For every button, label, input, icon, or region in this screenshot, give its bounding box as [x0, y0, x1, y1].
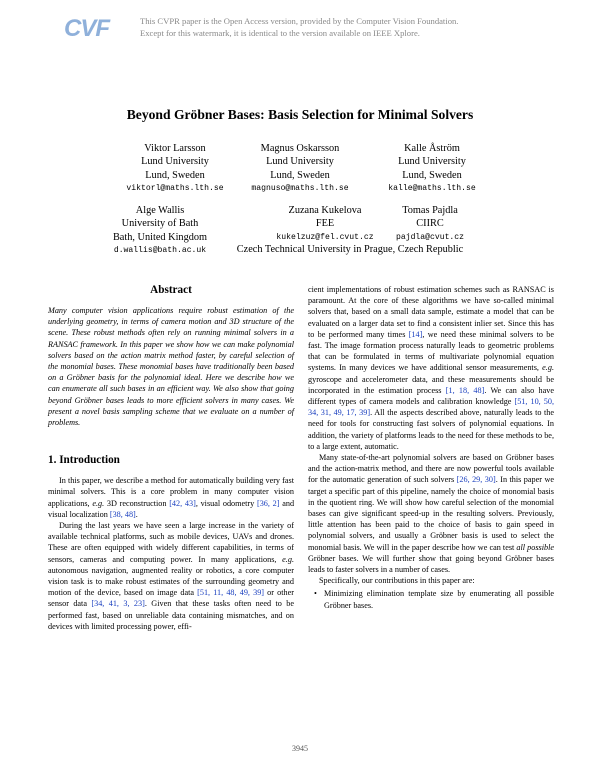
watermark-text	[140, 15, 560, 39]
abstract-heading: Abstract	[150, 284, 192, 296]
right-column	[308, 284, 554, 611]
body-text: . In this paper we target a specific part of this pipeline, namely the choice of monomial basis in the quotient ring. We will show how careful selection of the monomial bases can give significant speed-up in the resulting solvers. Previously, little attention has been paid to the choice of basis to gain speed in polynomial solvers, and usually a Gröbner basis is used to select the monomial basis. We will in the paper describe how we can test	[308, 475, 554, 552]
abstract-text: Many computer vision applications require robust estimation of the underlying geometry, in terms of camera motion and 3D structure of the scene. These robust methods often rely on running minimal solvers in a RANSAC framework. In this paper we show how we can make polynomial solvers based on the action matrix method faster, by careful selection of the monomial bases. These monomial bases have traditionally been based on a Gröbner basis for the polynomial ideal. Here we describe how we can enumerate all such bases in an efficient way. We also show that going beyond Gröbner bases leads to more efficient solvers in many cases. We present a novel basis sampling scheme that we evaluate on a number of problems.	[48, 306, 294, 428]
contribution-bullet	[308, 588, 554, 610]
author-name: Kalle Åström	[404, 143, 460, 154]
body-text: or other sensor data	[48, 588, 294, 609]
body-text: During the last years we have seen a large increase in the variety of available technical platforms, such as mobile devices, UAVs and drones. These are often equipped with widely different capabilities, in terms of sensors, cameras and computing power. In many applications,	[48, 521, 294, 564]
citation-link[interactable]: [51, 10, 50, 34, 31, 49, 17, 39]	[308, 397, 554, 418]
intro-paragraph-1	[48, 475, 294, 520]
citation-link[interactable]: [34, 41, 3, 23]	[91, 599, 145, 609]
body-text: . We can also have different types of camera models and calibration knowledge	[308, 385, 554, 407]
page-number: 3945	[292, 744, 308, 753]
citation-link[interactable]: [14]	[408, 329, 423, 339]
body-text: In this paper, we describe a method for automatically building very fast minimal solvers. This is a core problem in many computer vision applications,	[48, 476, 294, 508]
author-name: Viktor Larsson	[144, 143, 206, 154]
author-astrom	[367, 142, 497, 196]
body-text: Many state-of-the-art polynomial solvers are based on Gröbner bases and the action-matrix method, and there are now powerful tools available for the automatic generation of such solvers	[308, 453, 554, 485]
body-text: and visual localization	[48, 498, 295, 519]
author-oskarsson	[235, 142, 365, 196]
citation-link[interactable]: [42, 43]	[169, 498, 196, 508]
author-email[interactable]: magnuso@maths.lth.se	[251, 184, 349, 194]
body-text: 3D reconstruction	[104, 498, 170, 508]
citation-link[interactable]: [51, 11, 48, 49, 39]	[197, 588, 265, 598]
intro-heading: 1. Introduction	[48, 454, 120, 467]
author-kukelova	[260, 204, 390, 244]
author-name: Alge Wallis	[135, 205, 185, 216]
citation-link[interactable]: [1, 18, 48]	[445, 385, 485, 395]
watermark-line-1: This CVPR paper is the Open Access version, provided by the Computer Vision Foundation.	[140, 16, 459, 26]
intro-paragraph-2	[48, 520, 294, 632]
author-location: Lund, Sweden	[402, 169, 462, 181]
bullet-icon: •	[314, 589, 317, 599]
author-affiliation: CIIRC	[416, 218, 444, 230]
body-text: autonomous navigation, augmented reality or robotics, a core computer vision task is to make robust estimates of the surrounding geometry and motion of the device, based on image data	[48, 565, 294, 598]
right-paragraph-2	[308, 452, 554, 575]
author-email[interactable]: kalle@maths.lth.se	[388, 184, 476, 194]
body-text: Gröbner bases. We will further show that going beyond Gröbner bases leads to faster solvers in a number of cases.	[308, 553, 554, 575]
emphasis-text: e.g.	[542, 363, 554, 373]
author-location: Lund, Sweden	[145, 169, 205, 181]
body-text: , we need these minimal solvers to be fast. The image formation process naturally leads to geometric problems that can be formulated in terms of multivariate polynomial equation systems. In many devices we have additional sensor measurements,	[308, 329, 555, 373]
author-pajdla	[375, 204, 485, 244]
author-name: Magnus Oskarsson	[260, 143, 340, 154]
author-affiliation: Lund University	[398, 156, 466, 168]
body-text: . Given that these tasks often need to be performed fast, based on unreliable data containing mismatches, and on devices with limited processing power, effi-	[48, 599, 294, 631]
body-text: , visual odometry	[195, 498, 257, 508]
emphasis-text: e.g.	[282, 554, 294, 564]
watermark-line-2: Except for this watermark, it is identical to the version available on IEEE Xplore.	[140, 28, 420, 38]
contributions-intro: Specifically, our contributions in this paper are:	[319, 576, 475, 586]
body-text: . All the aspects described above, naturally leads to the need for tools for constructing fast solvers of polynomial equations. In addition, the variety of platforms leads to the need for these methods to be, to a large extent, automatic.	[308, 408, 554, 451]
body-text: gyroscope and accelerometer data, and these measurements should be incorporated in the estimation process	[308, 374, 554, 395]
contribution-text: Minimizing elimination template size by enumerating all possible Gröbner bases.	[324, 589, 554, 610]
body-text: .	[135, 509, 138, 519]
paper-title: Beyond Gröbner Bases: Basis Selection for Minimal Solvers	[126, 107, 474, 122]
citation-link[interactable]: [38, 48]	[109, 509, 136, 519]
author-affiliation: University of Bath	[121, 218, 199, 230]
author-location: Lund, Sweden	[270, 169, 330, 181]
citation-link[interactable]: [36, 2]	[256, 498, 280, 508]
cvf-logo: CVF	[64, 15, 109, 42]
emphasis-text: e.g.	[92, 498, 105, 508]
author-affiliation: FEE	[315, 218, 335, 230]
author-name: Tomas Pajdla	[402, 205, 458, 216]
left-column	[48, 284, 294, 632]
author-name: Zuzana Kukelova	[288, 205, 362, 216]
body-text: cient implementations of robust estimation schemes such as RANSAC is paramount. At the core of these algorithms we have so-called minimal solvers that, based on a small data sample, estimate a model that can be evaluated on a larger data set to find a consistent inlier set. Since this has to be performed many times	[308, 285, 554, 339]
author-email[interactable]: d.wallis@bath.ac.uk	[113, 246, 207, 256]
author-email[interactable]: viktorl@maths.lth.se	[126, 184, 224, 194]
author-affiliation: Lund University	[141, 156, 209, 168]
author-larsson	[110, 142, 240, 196]
shared-affiliation: Czech Technical University in Prague, Czech Republic	[236, 244, 464, 255]
author-location: Bath, United Kingdom	[112, 231, 208, 243]
author-affiliation: Lund University	[266, 156, 334, 168]
right-paragraph-1	[308, 284, 554, 452]
author-email[interactable]: kukelzuz@fel.cvut.cz	[276, 232, 374, 242]
author-email[interactable]: pajdla@cvut.cz	[396, 232, 464, 242]
citation-link[interactable]: [26, 29, 30]	[456, 475, 496, 485]
emphasis-text: all possible	[516, 542, 554, 552]
